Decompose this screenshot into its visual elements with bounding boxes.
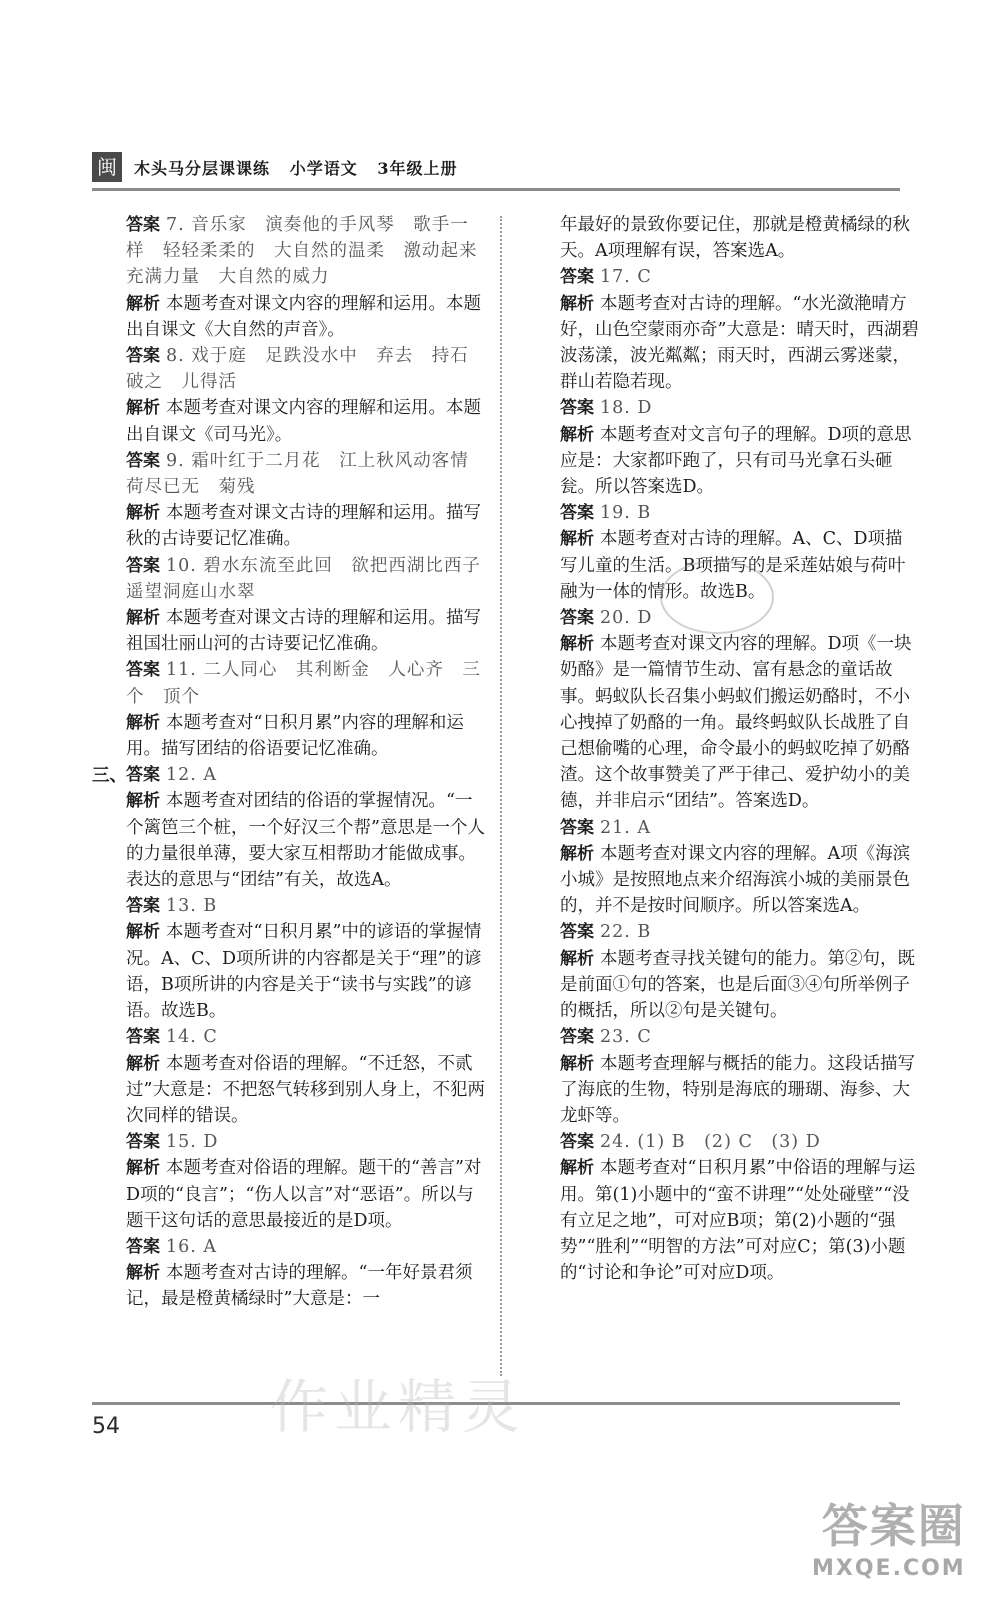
answer-text: 11. 二人同心 其利断金 人心齐 三个 顶个 bbox=[126, 660, 481, 707]
analysis-text: 本题考查对“日积月累”中俗语的理解与运用。第(1)小题中的“蛮不讲理”“处处碰壁”“没有立足之地”，可对应B项；第(2)小题的“强势”“胜利”“明智的方法”可对应C；第(3)小题的“讨论和争论”可对应D项。 bbox=[560, 1158, 916, 1284]
answer-label: 答案 bbox=[560, 503, 594, 524]
analysis-text: 本题考查对团结的俗语的掌握情况。“一个篱笆三个桩，一个好汉三个帮”意思是一个人的力量很单薄，要大家互相帮助才能做成事。表达的意思与“团结”有关，故选A。 bbox=[126, 791, 485, 891]
left-column-entry bbox=[126, 605, 486, 657]
analysis-label: 解析 bbox=[560, 1158, 594, 1179]
right-column-entry bbox=[560, 946, 920, 1025]
answer-text: 24. (1) B (2) C (3) D bbox=[600, 1132, 821, 1153]
analysis-label: 解析 bbox=[560, 529, 594, 550]
analysis-label: 解析 bbox=[126, 293, 160, 314]
analysis-text: 本题考查对课文内容的理解和运用。本题出自课文《司马光》。 bbox=[126, 398, 481, 445]
analysis-label: 解析 bbox=[126, 712, 160, 733]
watermark-logo-text: 答案圈 bbox=[821, 1499, 966, 1553]
left-column-entry bbox=[126, 212, 496, 291]
section-mark: 三、 bbox=[92, 766, 127, 786]
answer-label: 答案 bbox=[560, 922, 594, 943]
analysis-label: 解析 bbox=[560, 948, 594, 969]
column-divider bbox=[500, 216, 502, 1376]
answer-text: 17. C bbox=[600, 267, 652, 288]
right-column-entry bbox=[560, 841, 920, 920]
left-column-entry bbox=[126, 500, 486, 552]
analysis-text: 本题考查对“日积月累”内容的理解和运用。描写团结的俗语要记忆准确。 bbox=[126, 712, 464, 760]
analysis-label: 解析 bbox=[560, 634, 594, 655]
analysis-label: 解析 bbox=[126, 1263, 160, 1284]
right-column-entry bbox=[560, 1129, 920, 1155]
right-column-entry bbox=[560, 919, 920, 945]
right-column-entry bbox=[560, 291, 920, 396]
answer-label: 答案 bbox=[126, 555, 160, 576]
watermark-corner bbox=[812, 1490, 966, 1581]
left-column bbox=[126, 212, 500, 1313]
analysis-label: 解析 bbox=[126, 608, 160, 629]
right-column-entry bbox=[560, 264, 920, 290]
answer-text: 15. D bbox=[166, 1132, 219, 1153]
answer-text: 10. 碧水东流至此回 欲把西湖比西子 遥望洞庭山水翠 bbox=[126, 555, 500, 602]
analysis-text: 本题考查对课文内容的理解。A项《海滨小城》是按照地点来介绍海滨小城的美丽景色的，并不是按时间顺序。所以答案选A。 bbox=[560, 843, 911, 917]
answer-label: 答案 bbox=[126, 215, 160, 235]
right-column-entry bbox=[560, 1024, 920, 1050]
answer-label: 答案 bbox=[560, 1027, 594, 1048]
analysis-text: 年最好的景致你要记住，那就是橙黄橘绿的秋天。A项理解有误，答案选A。 bbox=[560, 215, 910, 262]
analysis-label: 解析 bbox=[126, 1053, 160, 1074]
analysis-label: 解析 bbox=[126, 398, 160, 419]
series-logo: 闽 bbox=[92, 152, 122, 182]
right-column-entry bbox=[560, 631, 920, 814]
analysis-label: 解析 bbox=[126, 922, 160, 943]
page-header bbox=[92, 152, 900, 192]
analysis-text: 本题考查对古诗的理解。“水光潋滟晴方好，山色空蒙雨亦奇”大意是：晴天时，西湖碧波荡漾，波光粼粼；雨天时，西湖云雾迷蒙，群山若隐若现。 bbox=[560, 293, 919, 393]
left-column-entry bbox=[126, 710, 486, 762]
answer-text: 19. B bbox=[600, 503, 652, 524]
stamp-icon bbox=[660, 560, 774, 634]
analysis-text: 本题考查对俗语的理解。“不迁怒，不贰过”大意是：不把怒气转移到别人身上，不犯两次同样的错误。 bbox=[126, 1053, 485, 1126]
right-column-entry bbox=[560, 1051, 920, 1130]
answer-label: 答案 bbox=[126, 1132, 160, 1153]
analysis-label: 解析 bbox=[560, 293, 594, 314]
left-column-entry bbox=[126, 919, 486, 1024]
answer-text: 20. D bbox=[600, 608, 653, 629]
analysis-text: 本题考查对课文古诗的理解和运用。描写秋的古诗要记忆准确。 bbox=[126, 503, 481, 550]
analysis-text: 本题考查对古诗的理解。“一年好景君须记，最是橙黄橘绿时”大意是：一 bbox=[126, 1263, 473, 1310]
analysis-text: 本题考查对文言句子的理解。D项的意思应是：大家都吓跑了，只有司马光拿石头砸瓮。所以答案选D。 bbox=[560, 424, 912, 498]
answer-label: 答案 bbox=[560, 267, 594, 288]
left-column-entry bbox=[126, 1051, 486, 1130]
watermark-center: 作业精灵 bbox=[270, 1373, 527, 1441]
analysis-label: 解析 bbox=[560, 843, 594, 864]
left-column-entry bbox=[126, 788, 486, 893]
right-column bbox=[560, 212, 920, 1286]
answer-text: 14. C bbox=[166, 1027, 218, 1048]
answer-label: 答案 bbox=[126, 1027, 160, 1048]
analysis-label: 解析 bbox=[126, 1158, 160, 1179]
answer-text: 12. A bbox=[166, 765, 218, 786]
answer-label: 答案 bbox=[560, 398, 594, 419]
analysis-label: 解析 bbox=[126, 503, 160, 524]
analysis-text: 本题考查对古诗的理解。A、C、D项描写儿童的生活。B项描写的是采莲姑娘与荷叶融为一体的情形。故选B。 bbox=[560, 529, 906, 602]
answer-text: 23. C bbox=[600, 1027, 652, 1048]
left-column-entry bbox=[126, 291, 486, 343]
watermark-url: MXQE.COM bbox=[812, 1556, 966, 1581]
answer-label: 答案 bbox=[126, 660, 160, 681]
answer-label: 答案 bbox=[560, 608, 594, 629]
answer-label: 答案 bbox=[126, 896, 160, 917]
answer-text: 16. A bbox=[166, 1236, 218, 1257]
answer-label: 答案 bbox=[126, 1236, 160, 1257]
left-column-entry bbox=[126, 1155, 486, 1234]
answer-text: 7. 音乐家 演奏他的手风琴 歌手一样 轻轻柔柔的 大自然的温柔 激动起来 充满力量 大自然的威力 bbox=[126, 215, 496, 288]
answer-label: 答案 bbox=[126, 450, 160, 471]
header-title: 木头马分层课课练 小学语文 3年级上册 bbox=[134, 159, 458, 178]
analysis-label: 解析 bbox=[560, 1053, 594, 1074]
left-column-entry bbox=[126, 657, 486, 709]
page-number: 54 bbox=[92, 1414, 120, 1439]
left-column-entry bbox=[126, 762, 486, 788]
left-column-entry bbox=[126, 1234, 486, 1260]
right-column-entry bbox=[560, 395, 920, 421]
answer-text: 9. 霜叶红于二月花 江上秋风动客情 荷尽已无 菊残 bbox=[126, 450, 488, 498]
left-column-entry bbox=[126, 1129, 486, 1155]
right-column-entry bbox=[560, 212, 920, 264]
left-column-entry bbox=[126, 448, 486, 500]
analysis-text: 本题考查对“日积月累”中的谚语的掌握情况。A、C、D项所讲的内容都是关于“理”的谚语，B项所讲的内容是关于“读书与实践”的谚语。故选B。 bbox=[126, 922, 482, 1022]
answer-label: 答案 bbox=[560, 817, 594, 838]
analysis-text: 本题考查对课文内容的理解。D项《一块奶酪》是一篇情节生动、富有悬念的童话故事。蚂蚁队长召集小蚂蚁们搬运奶酪时，不小心拽掉了奶酪的一角。最终蚂蚁队长战胜了自己想偷嘴的心理，命令最小的蚂蚁吃掉了奶酪渣。这个故事赞美了严于律己、爱护幼小的美德，并非启示“团结”。答案选D。 bbox=[560, 634, 912, 812]
left-column-entry bbox=[126, 553, 500, 605]
left-column-entry bbox=[126, 893, 486, 919]
answer-label: 答案 bbox=[126, 765, 160, 786]
analysis-text: 本题考查对课文古诗的理解和运用。描写祖国壮丽山河的古诗要记忆准确。 bbox=[126, 608, 481, 655]
right-column-entry bbox=[560, 815, 920, 841]
right-column-entry bbox=[560, 1155, 920, 1286]
answer-label: 答案 bbox=[560, 1132, 594, 1153]
left-column-entry bbox=[126, 1024, 486, 1050]
analysis-text: 本题考查寻找关键句的能力。第②句，既是前面①句的答案，也是后面③④句所举例子的概括，所以②句是关键句。 bbox=[560, 948, 915, 1022]
analysis-text: 本题考查对课文内容的理解和运用。本题出自课文《大自然的声音》。 bbox=[126, 293, 481, 340]
header-divider bbox=[92, 188, 900, 191]
left-column-entry bbox=[126, 343, 486, 395]
analysis-text: 本题考查理解与概括的能力。这段话描写了海底的生物，特别是海底的珊瑚、海参、大龙虾等。 bbox=[560, 1053, 915, 1126]
left-column-entry bbox=[126, 395, 486, 447]
analysis-label: 解析 bbox=[126, 791, 160, 812]
answer-text: 13. B bbox=[166, 896, 218, 917]
answer-text: 22. B bbox=[600, 922, 652, 943]
answer-label: 答案 bbox=[126, 346, 160, 367]
answer-text: 18. D bbox=[600, 398, 653, 419]
answer-text: 21. A bbox=[600, 817, 652, 838]
right-column-entry bbox=[560, 422, 920, 501]
analysis-text: 本题考查对俗语的理解。题干的“善言”对D项的“良言”；“伤人以言”对“恶语”。所以与题干这句话的意思最接近的是D项。 bbox=[126, 1158, 482, 1231]
right-column-entry bbox=[560, 500, 920, 526]
left-column-entry bbox=[126, 1260, 486, 1312]
answer-text: 8. 戏于庭 足跌没水中 弃去 持石 破之 儿得活 bbox=[126, 346, 488, 393]
analysis-label: 解析 bbox=[560, 424, 594, 445]
